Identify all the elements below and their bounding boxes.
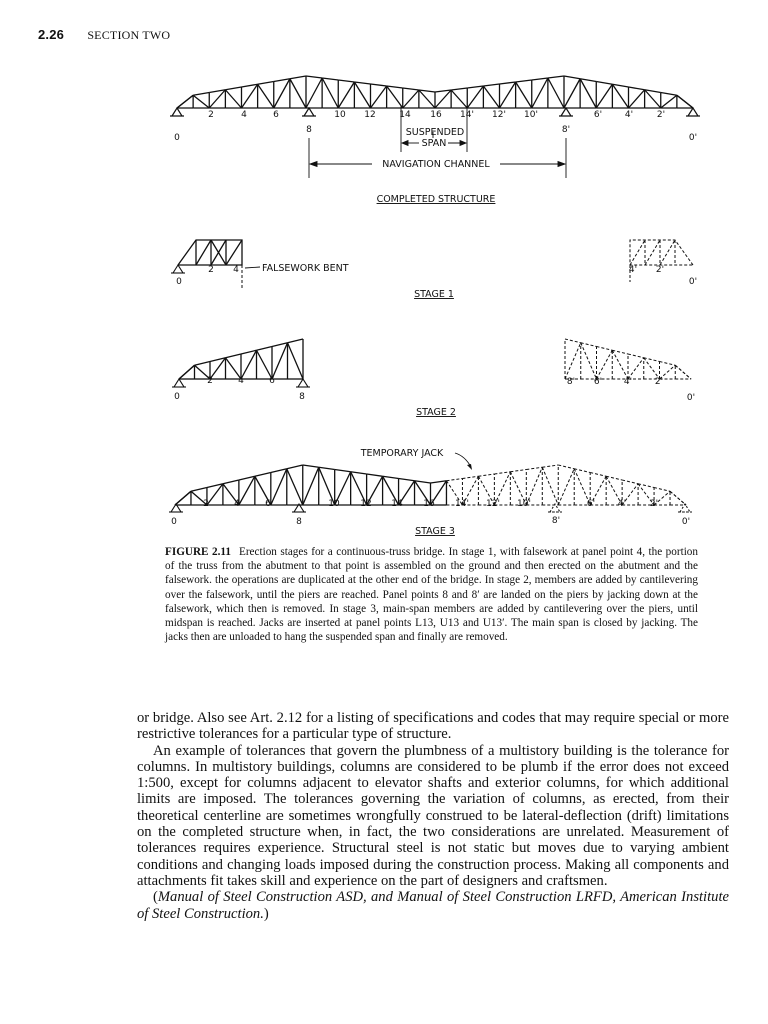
diagonal-member xyxy=(451,90,467,108)
stage3-label: 12' xyxy=(486,499,500,509)
panel-label: 2 xyxy=(208,110,214,120)
stage3-label: 10' xyxy=(517,499,531,509)
top-chord xyxy=(191,488,207,492)
stage3-label: 0 xyxy=(171,517,177,527)
panel-label: 12 xyxy=(364,110,376,120)
abutment-support xyxy=(686,108,700,116)
stage1-title: STAGE 1 xyxy=(414,289,454,300)
top-chord xyxy=(225,87,241,90)
citation-paragraph xyxy=(137,889,729,922)
diagonal-member xyxy=(303,467,319,505)
stage2-label: 2' xyxy=(654,377,664,387)
panel-label: 10 xyxy=(334,110,346,120)
stage2-label: 4' xyxy=(623,377,633,387)
top-chord xyxy=(290,76,306,79)
stage2-label: 0 xyxy=(174,392,180,402)
diagonal-member xyxy=(274,79,290,108)
diagonal-member xyxy=(661,95,677,108)
top-chord xyxy=(288,339,304,343)
top-chord xyxy=(242,84,258,87)
diagonal-member xyxy=(239,476,255,505)
top-chord xyxy=(483,84,499,86)
pier-support xyxy=(302,108,316,116)
diagonal-member xyxy=(179,365,195,379)
diagonal-member xyxy=(242,84,258,108)
stage1-label: 4' xyxy=(628,265,638,275)
diagonal-member xyxy=(564,79,580,108)
top-chord xyxy=(629,87,645,90)
top-chord xyxy=(257,347,273,351)
top-chord xyxy=(193,93,209,96)
top-chord xyxy=(542,465,558,467)
diagonal-member xyxy=(580,79,596,108)
top-chord xyxy=(580,79,596,82)
top-chord xyxy=(446,479,462,481)
citation-text: Manual of Steel Construction ASD, and Manual of Steel Construction LRFD, American Institute of Steel Construction. xyxy=(137,889,729,922)
stage3-label: 12 xyxy=(360,499,372,509)
stage3-label: 10 xyxy=(328,499,340,509)
diagonal-member xyxy=(272,343,288,379)
diagonal-member xyxy=(558,469,574,505)
top-chord xyxy=(628,354,644,358)
diagonal-member xyxy=(565,343,581,379)
diagonal-member xyxy=(322,78,338,108)
stage2-right-truss xyxy=(565,339,691,379)
stage3-title: STAGE 3 xyxy=(415,526,455,537)
stage3-label: 8 xyxy=(296,517,302,527)
stage3-label: 4' xyxy=(617,499,627,509)
diagonal-member xyxy=(670,491,686,505)
top-chord xyxy=(272,343,288,347)
stage2-label: 8 xyxy=(299,392,305,402)
diagonal-member xyxy=(628,358,644,379)
completed-structure-truss xyxy=(177,76,693,108)
caption-text: Erection stages for a continuous-truss bridge. In stage 1, with falsework at panel point 4, the portion of the truss from the abutment to that point is assembled on the ground and then erected on the abutment and the falsework. the operations are duplicated at the other end of the bridge. In stage 2, members are added by cantilevering over the falsework, until the piers are reached. Panel points 8 and 8′ are landed on the piers by jacking down at the falsework, which then is removed. In stage 3, main-span members are added by cantilevering over the piers, until midspan is reached. Jacks are inserted at panel points L13, U13 and U13′. The main span is closed by jacking. The jacks then are unloaded to hang the suspended span and finally are removed. xyxy=(165,546,698,644)
top-chord xyxy=(661,93,677,96)
completed-structure-title: COMPLETED STRUCTURE xyxy=(376,194,496,205)
stage2-label: 6' xyxy=(593,377,603,387)
diagonal-member xyxy=(419,90,435,108)
section-title: SECTION TWO xyxy=(87,28,171,42)
top-chord xyxy=(516,80,532,82)
diagonal-member xyxy=(612,350,628,379)
stage3-label: 16 xyxy=(423,499,435,509)
panel-label: 4' xyxy=(624,110,634,120)
span-label: SPAN xyxy=(421,138,447,149)
stage1-left-support xyxy=(171,265,185,273)
panel-label: 6' xyxy=(593,110,603,120)
diagonal-member xyxy=(241,350,257,379)
top-chord xyxy=(403,88,419,90)
paragraph: An example of tolerances that govern the plumbness of a multistory building is the tolerance for columns. In multistory buildings, columns are considered to be plumb if the error does not exceed 1:500, except for columns adjacent to elevator shafts and exterior columns, for which additional limits are imposed. The tolerances governing the variation of columns, as erected, from their theoretical centerline are sometimes wrongfully construed to be lateral-deflection (drift) limitations on the completed structure when, in fact, the two considerations are unrelated. Measurement of tolerances requires experience. Structural steel is not static but moves due to varying ambient conditions and changing loads imposed during the construction process. Making all components and attachments fit takes skill and experience on the part of designers and craftsmen. xyxy=(137,742,729,889)
top-chord xyxy=(335,470,351,472)
panel-label: 12' xyxy=(492,110,506,120)
panel-label: 2' xyxy=(656,110,666,120)
diagonal-member xyxy=(548,78,564,108)
top-chord xyxy=(431,481,447,483)
diagonal-member xyxy=(516,82,532,108)
stage2-label: 8' xyxy=(566,377,576,387)
paragraph: or bridge. Also see Art. 2.12 for a listing of specifications and codes that may require special or more restrictive tolerances for a particular type of structure. xyxy=(137,710,729,743)
top-chord xyxy=(581,343,597,347)
top-chord xyxy=(612,350,628,354)
stage3-erected-truss xyxy=(175,465,446,505)
stage2-label: 4 xyxy=(238,376,244,386)
diagonal-member xyxy=(258,84,274,108)
panel-label: 14 xyxy=(399,110,411,120)
stage1-label: 2 xyxy=(208,265,214,275)
top-chord xyxy=(526,467,542,469)
top-chord xyxy=(660,362,676,366)
stage2-label: 6 xyxy=(269,376,275,386)
falsework-bent-label: FALSEWORK BENT xyxy=(262,263,349,274)
top-chord xyxy=(510,470,526,472)
top-chord xyxy=(478,474,494,476)
top-chord xyxy=(638,484,654,488)
stage2-label: 0' xyxy=(686,393,696,403)
top-chord xyxy=(467,86,483,88)
top-chord xyxy=(258,82,274,85)
diagonal-member xyxy=(175,491,191,505)
diagonal-member xyxy=(629,90,645,108)
stage3-label: 4 xyxy=(234,499,240,509)
falsework-leader xyxy=(245,267,260,268)
top-chord xyxy=(322,78,338,80)
diagonal-member xyxy=(177,95,193,108)
diagonal-member xyxy=(483,86,499,108)
running-head xyxy=(38,27,170,43)
diagonal-member xyxy=(467,86,483,108)
diagonal-member xyxy=(403,90,419,108)
temporary-jack-arrowhead xyxy=(467,464,472,470)
diagonal-member xyxy=(532,78,548,108)
top-chord xyxy=(596,82,612,85)
top-chord xyxy=(565,339,581,343)
stage1-label: 2' xyxy=(655,265,665,275)
panel-label: 8' xyxy=(561,125,571,135)
stage3-label: 14 xyxy=(391,499,403,509)
top-chord xyxy=(387,86,403,88)
stage2-label: 2 xyxy=(207,376,213,386)
stage3-label: 6' xyxy=(586,499,596,509)
stage1-label: 4 xyxy=(233,265,239,275)
diagonal-member xyxy=(542,467,558,505)
navigation-channel-label: NAVIGATION CHANNEL xyxy=(382,159,490,170)
diagonal-member xyxy=(612,84,628,108)
top-chord xyxy=(548,76,564,78)
stage1-label: 0' xyxy=(688,277,698,287)
citation-close: ) xyxy=(263,905,269,922)
figure-2-11-drawing xyxy=(0,60,768,540)
diagonal-member xyxy=(354,82,370,108)
top-chord xyxy=(462,476,478,478)
top-chord xyxy=(319,467,335,469)
top-chord xyxy=(644,358,660,362)
stage2-title: STAGE 2 xyxy=(416,407,456,418)
stage3-label: 8' xyxy=(551,516,561,526)
stage1-label: 0 xyxy=(176,277,182,287)
diagonal-member xyxy=(500,82,516,108)
panel-label: 0' xyxy=(688,133,698,143)
diagonal-member xyxy=(290,79,306,108)
diagonal-member xyxy=(581,343,597,379)
diagonal-member xyxy=(225,90,241,108)
diagonal-member xyxy=(596,84,612,108)
panel-label: 8 xyxy=(306,125,312,135)
temporary-jack-label: TEMPORARY JACK xyxy=(360,448,444,459)
panel-label: 10' xyxy=(524,110,538,120)
top-chord xyxy=(371,84,387,86)
top-chord xyxy=(195,362,211,366)
panel-label: 4 xyxy=(241,110,247,120)
diagonal-member xyxy=(193,95,209,108)
top-chord xyxy=(558,465,574,469)
top-chord xyxy=(494,472,510,474)
diagonal-member xyxy=(387,86,403,108)
panel-label: 16 xyxy=(430,110,442,120)
top-chord xyxy=(223,480,239,484)
top-chord xyxy=(532,78,548,80)
panel-label: 0 xyxy=(174,133,180,143)
diagonal-member xyxy=(306,78,322,108)
stage3-label: 2 xyxy=(203,499,209,509)
stage3-label: 2' xyxy=(649,499,659,509)
figure-caption xyxy=(165,545,698,644)
page-number: 2.26 xyxy=(38,27,65,42)
stage3-label: 0' xyxy=(681,517,691,527)
diagonal-member xyxy=(338,82,354,108)
top-chord xyxy=(654,488,670,492)
top-chord xyxy=(287,465,303,469)
top-chord xyxy=(612,84,628,87)
diagonal-member xyxy=(287,469,303,505)
diagonal-member xyxy=(597,350,613,379)
top-chord xyxy=(451,88,467,90)
top-chord xyxy=(354,82,370,84)
top-chord xyxy=(274,79,290,82)
top-chord xyxy=(564,76,580,79)
top-chord xyxy=(606,476,622,480)
diagonal-member xyxy=(644,358,660,379)
top-chord xyxy=(622,480,638,484)
pier-support xyxy=(559,108,573,116)
top-chord xyxy=(574,469,590,473)
stage1-right-truss xyxy=(630,240,693,282)
top-chord xyxy=(226,354,242,358)
stage3-label: 14' xyxy=(455,499,469,509)
top-chord xyxy=(306,76,322,78)
top-chord xyxy=(351,472,367,474)
top-chord xyxy=(590,473,606,477)
diagonal-member xyxy=(371,86,387,108)
stage2-left-truss xyxy=(179,339,303,379)
body-text xyxy=(137,710,729,922)
panel-label: 14' xyxy=(460,110,474,120)
top-chord xyxy=(419,90,435,92)
top-chord xyxy=(271,469,287,473)
top-chord xyxy=(367,474,383,476)
top-chord xyxy=(255,473,271,477)
top-chord xyxy=(415,481,431,483)
diagonal-member xyxy=(677,95,693,108)
abutment-support xyxy=(170,108,184,116)
top-chord xyxy=(338,80,354,82)
diagonal-member xyxy=(288,343,304,379)
diagonal-member xyxy=(271,469,287,505)
top-chord xyxy=(303,465,319,467)
diagonal-member xyxy=(435,90,451,108)
top-chord xyxy=(597,347,613,351)
figure-number: FIGURE 2.11 xyxy=(165,546,231,558)
diagonal-member xyxy=(675,365,691,379)
top-chord xyxy=(383,476,399,478)
top-chord xyxy=(500,82,516,84)
panel-label: 6 xyxy=(273,110,279,120)
diagonal-member xyxy=(257,350,273,379)
stage1-left-truss xyxy=(178,240,242,265)
top-chord xyxy=(435,90,451,92)
top-chord xyxy=(399,479,415,481)
citation-open: ( xyxy=(153,889,158,906)
stage3-label: 6 xyxy=(265,499,271,509)
suspended-label: SUSPENDED xyxy=(405,127,465,138)
